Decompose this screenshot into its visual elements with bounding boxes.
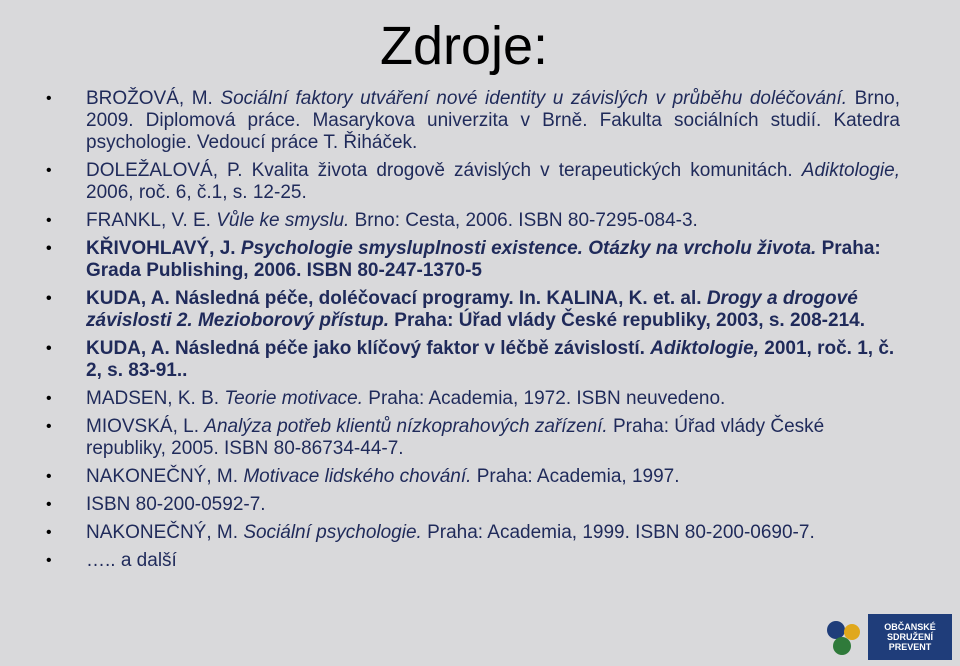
list-item: • ISBN 80-200-0592-7. (40, 494, 900, 516)
list-item: • MIOVSKÁ, L. Analýza potřeb klientů nízkoprahových zařízení. Praha: Úřad vlády České republiky, 2005. ISBN 80-86734-44-7. (40, 416, 900, 460)
list-item: • NAKONEČNÝ, M. Motivace lidského chování. Praha: Academia, 1997. (40, 466, 900, 488)
list-item: • KŘIVOHLAVÝ, J. Psychologie smysluplnosti existence. Otázky na vrcholu života. Praha: Grada Publishing, 2006. ISBN 80-247-1370-5 (40, 238, 900, 282)
logo-text-box (868, 614, 952, 660)
reference-list (40, 88, 900, 578)
page-title: Zdroje: (380, 16, 549, 76)
prevent-logo-mark-icon (822, 616, 866, 658)
logo-line: PREVENT (888, 642, 932, 652)
list-item: • NAKONEČNÝ, M. Sociální psychologie. Praha: Academia, 1999. ISBN 80-200-0690-7. (40, 522, 900, 544)
list-item: • ….. a další (40, 550, 900, 572)
logo-line: OBČANSKÉ (884, 622, 936, 632)
list-item: • FRANKL, V. E. Vůle ke smyslu. Brno: Cesta, 2006. ISBN 80-7295-084-3. (40, 210, 900, 232)
list-item: • KUDA, A. Následná péče, doléčovací programy. In. KALINA, K. et. al. Drogy a drogové závislosti 2. Mezioborový přístup. Praha: Úřad vlády České republiky, 2003, s. 208-214. (40, 288, 900, 332)
list-item: • DOLEŽALOVÁ, P. Kvalita života drogově závislých v terapeutických komunitách. Adiktologie, 2006, roč. 6, č.1, s. 12-25. (40, 160, 900, 204)
list-item: • MADSEN, K. B. Teorie motivace. Praha: Academia, 1972. ISBN neuvedeno. (40, 388, 900, 410)
list-item: • BROŽOVÁ, M. Sociální faktory utváření nové identity u závislých v průběhu doléčování. Brno, 2009. Diplomová práce. Masarykova univerzita v Brně. Fakulta sociálních studií. Katedra psychologie. Vedoucí práce T. Řiháček. (40, 88, 900, 154)
logo (822, 614, 952, 660)
list-item: • KUDA, A. Následná péče jako klíčový faktor v léčbě závislostí. Adiktologie, 2001, roč. 1, č. 2, s. 83-91.. (40, 338, 900, 382)
logo-line: SDRUŽENÍ (886, 632, 933, 642)
